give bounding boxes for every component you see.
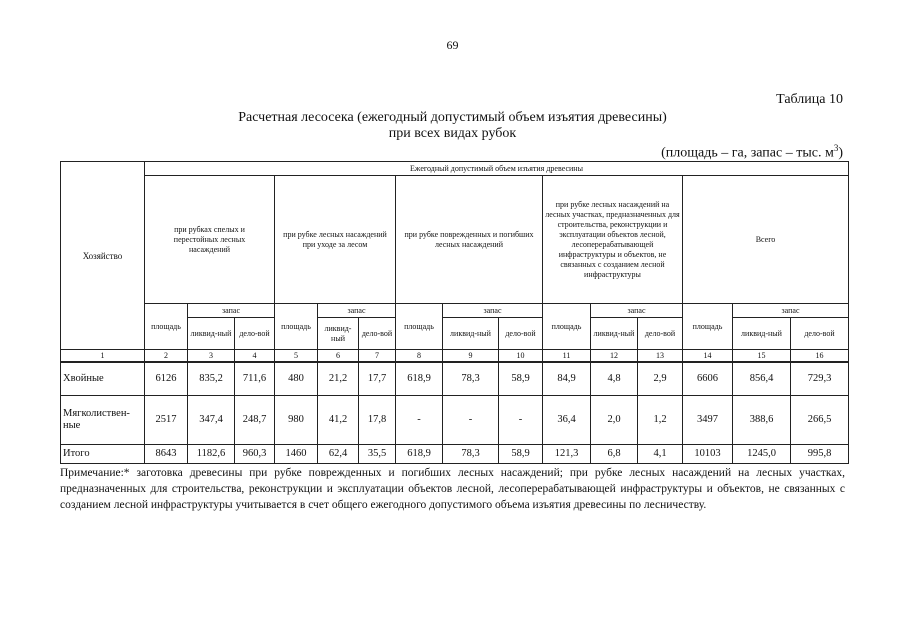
stock-header: запас bbox=[733, 304, 849, 318]
column-number: 16 bbox=[791, 350, 849, 363]
table-cell: 41,2 bbox=[318, 396, 359, 445]
column-number: 9 bbox=[443, 350, 499, 363]
table-cell: 21,2 bbox=[318, 362, 359, 396]
table-cell: 36,4 bbox=[543, 396, 591, 445]
table-cell: - bbox=[443, 396, 499, 445]
table-cell: 8643 bbox=[145, 445, 188, 464]
table-row-conifer bbox=[61, 362, 849, 396]
liquid-header: ликвид-ный bbox=[591, 318, 638, 350]
group-total-header: Всего bbox=[683, 176, 849, 304]
col-farm-header: Хозяйство bbox=[61, 162, 145, 350]
column-number: 5 bbox=[275, 350, 318, 363]
column-number: 2 bbox=[145, 350, 188, 363]
units-text: (площадь – га, запас – тыс. м bbox=[661, 145, 834, 161]
stock-header: запас bbox=[591, 304, 683, 318]
column-number: 13 bbox=[638, 350, 683, 363]
area-header: площадь bbox=[145, 304, 188, 350]
table-cell: 480 bbox=[275, 362, 318, 396]
footnote: Примечание:* заготовка древесины при рубке поврежденных и погибших лесных насаждений; при рубке лесных насаждений на лесных участках, предназначенных для строительства, реконструкции и эксплуатации объектов лесной, лесоперерабатывающей инфраструктуры и объектов, не связанных с созданием лесной инфраструктуры учитывается в счет общего ежегодного допустимого объема изъятия древесины по лесничеству. bbox=[60, 467, 845, 511]
table-cell: 1245,0 bbox=[733, 445, 791, 464]
table-cell: - bbox=[499, 396, 543, 445]
column-number: 10 bbox=[499, 350, 543, 363]
column-number: 12 bbox=[591, 350, 638, 363]
business-header: дело-вой bbox=[235, 318, 275, 350]
liquid-header: ликвид-ный bbox=[443, 318, 499, 350]
table-cell: 6,8 bbox=[591, 445, 638, 464]
column-number: 1 bbox=[61, 350, 145, 363]
group-damaged-header bbox=[396, 176, 543, 304]
business-header: дело-вой bbox=[638, 318, 683, 350]
table-row-total bbox=[61, 445, 849, 464]
group-mature-header bbox=[145, 176, 275, 304]
column-number: 11 bbox=[543, 350, 591, 363]
table-cell: 388,6 bbox=[733, 396, 791, 445]
table-title-line1: Расчетная лесосека (ежегодный допустимый объем изъятия древесины) bbox=[238, 110, 667, 125]
table-cell: 35,5 bbox=[359, 445, 396, 464]
group-header: Ежегодный допустимый объем изъятия древесины bbox=[145, 162, 849, 176]
area-header: площадь bbox=[683, 304, 733, 350]
table-cell: 1460 bbox=[275, 445, 318, 464]
liquid-header: ликвид-ный bbox=[188, 318, 235, 350]
table-cell: 729,3 bbox=[791, 362, 849, 396]
group-damaged-label: при рубке поврежденных и погибших лесных насаждений bbox=[404, 229, 534, 249]
stock-header: запас bbox=[318, 304, 396, 318]
column-number: 14 bbox=[683, 350, 733, 363]
table-cell: 960,3 bbox=[235, 445, 275, 464]
liquid-header: ликвид-ный bbox=[318, 318, 359, 350]
units-note bbox=[661, 143, 843, 162]
table-cell: 711,6 bbox=[235, 362, 275, 396]
table-cell: 84,9 bbox=[543, 362, 591, 396]
table-cell: 856,4 bbox=[733, 362, 791, 396]
table-cell: 17,8 bbox=[359, 396, 396, 445]
table-cell: 58,9 bbox=[499, 445, 543, 464]
business-header: дело-вой bbox=[791, 318, 849, 350]
column-numbers-row bbox=[61, 350, 849, 363]
column-number: 7 bbox=[359, 350, 396, 363]
table-cell: 347,4 bbox=[188, 396, 235, 445]
table-cell: 980 bbox=[275, 396, 318, 445]
table-cell: 248,7 bbox=[235, 396, 275, 445]
table-cell: 6606 bbox=[683, 362, 733, 396]
column-number: 6 bbox=[318, 350, 359, 363]
row-name: Итого bbox=[61, 445, 145, 464]
area-header: площадь bbox=[543, 304, 591, 350]
area-header: площадь bbox=[396, 304, 443, 350]
area-header: площадь bbox=[275, 304, 318, 350]
units-sup: 3 bbox=[833, 143, 839, 153]
group-thinning-header bbox=[275, 176, 396, 304]
table-cell: 121,3 bbox=[543, 445, 591, 464]
table-cell: 3497 bbox=[683, 396, 733, 445]
table-cell: 4,1 bbox=[638, 445, 683, 464]
group-thinning-label: при рубке лесных насаждений при уходе за лесом bbox=[283, 229, 387, 249]
stock-header: запас bbox=[443, 304, 543, 318]
table-cell: 4,8 bbox=[591, 362, 638, 396]
harvest-table bbox=[60, 161, 849, 464]
table-cell: 2,0 bbox=[591, 396, 638, 445]
units-close: ) bbox=[838, 145, 843, 161]
group-infra-header bbox=[543, 176, 683, 304]
table-cell: 17,7 bbox=[359, 362, 396, 396]
table-cell: 10103 bbox=[683, 445, 733, 464]
table-cell: - bbox=[396, 396, 443, 445]
liquid-header: ликвид-ный bbox=[733, 318, 791, 350]
table-cell: 1,2 bbox=[638, 396, 683, 445]
table-label: Таблица 10 bbox=[776, 92, 843, 107]
table-cell: 62,4 bbox=[318, 445, 359, 464]
row-name: Хвойные bbox=[61, 362, 145, 396]
table-title bbox=[0, 110, 905, 142]
column-number: 3 bbox=[188, 350, 235, 363]
business-header: дело-вой bbox=[359, 318, 396, 350]
table-cell: 266,5 bbox=[791, 396, 849, 445]
table-cell: 995,8 bbox=[791, 445, 849, 464]
table-cell: 1182,6 bbox=[188, 445, 235, 464]
table-cell: 78,3 bbox=[443, 445, 499, 464]
column-number: 4 bbox=[235, 350, 275, 363]
table-cell: 835,2 bbox=[188, 362, 235, 396]
table-cell: 6126 bbox=[145, 362, 188, 396]
column-number: 8 bbox=[396, 350, 443, 363]
table-cell: 618,9 bbox=[396, 362, 443, 396]
group-infra-label: при рубке лесных насаждений на лесных участках, предназначенных для строительства, реконструкции и эксплуатации объектов лесной, лесоперерабатывающей инфраструктуры и объектов, не связанных с созданием лесной инфраструктуры bbox=[545, 199, 680, 279]
column-number: 15 bbox=[733, 350, 791, 363]
table-cell: 78,3 bbox=[443, 362, 499, 396]
table-cell: 58,9 bbox=[499, 362, 543, 396]
table-row-deciduous bbox=[61, 396, 849, 445]
table-cell: 2,9 bbox=[638, 362, 683, 396]
table-cell: 618,9 bbox=[396, 445, 443, 464]
row-name: Мягколиствен-ные bbox=[61, 396, 145, 445]
group-mature-label: при рубках спелых и перестойных лесных насаждений bbox=[173, 224, 246, 254]
table-title-line2: при всех видах рубок bbox=[388, 126, 517, 141]
stock-header: запас bbox=[188, 304, 275, 318]
business-header: дело-вой bbox=[499, 318, 543, 350]
page-number: 69 bbox=[446, 38, 459, 52]
table-cell: 2517 bbox=[145, 396, 188, 445]
